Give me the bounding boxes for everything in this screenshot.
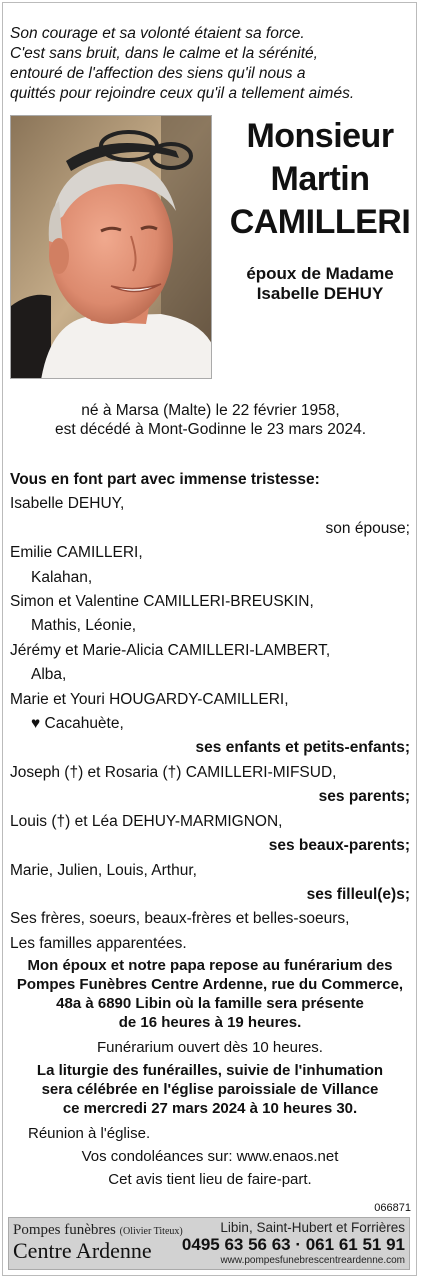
family-role: ses parents; — [318, 788, 410, 806]
spouse-name: Isabelle DEHUY — [256, 284, 384, 303]
company-phones: 0495 63 56 63 · 061 61 51 91 — [181, 1235, 405, 1254]
birth-death-info — [0, 401, 421, 439]
poem — [10, 24, 414, 104]
liturgy-line: sera célébrée en l'église paroissiale de Villance — [41, 1081, 379, 1098]
last-name: CAMILLERI — [229, 203, 411, 241]
family-grandchildren: Mathis, Léonie, — [31, 617, 137, 635]
reference-number: 066871 — [374, 1202, 411, 1214]
company-owner: (Olivier Titeux) — [119, 1226, 183, 1237]
family-child: Marie et Youri HOUGARDY-CAMILLERI, — [10, 690, 289, 708]
poem-line: Son courage et sa volonté étaient sa force. — [10, 25, 305, 42]
family-grandchildren: Kalahan, — [31, 568, 93, 586]
funeral-home-banner — [8, 1217, 410, 1270]
spouse-line: époux de Madame — [246, 264, 394, 283]
contact-block — [182, 1220, 405, 1266]
family-role: ses filleul(e)s; — [306, 885, 410, 903]
company-prefix: Pompes funèbres — [13, 1222, 116, 1238]
funerarium-hours: Funérarium ouvert dès 10 heures. — [97, 1039, 323, 1056]
family-inlaws: Louis (†) et Léa DEHUY-MARMIGNON, — [10, 812, 283, 830]
repose-line: Mon époux et notre papa repose au funérarium des — [27, 957, 393, 974]
family-intro: Vous en font part avec immense tristesse: — [10, 471, 320, 488]
family-relatives: Les familles apparentées. — [10, 934, 187, 952]
death-line: est décédé à Mont-Godinne le 23 mars 2024. — [54, 421, 367, 438]
poem-line: entouré de l'affection des siens qu'il nous a — [10, 65, 306, 82]
meeting-info: Réunion à l'église. — [28, 1125, 151, 1142]
funeral-notice — [10, 956, 410, 1189]
portrait-photo — [10, 115, 212, 379]
repose-line: Pompes Funèbres Centre Ardenne, rue du Commerce, — [16, 976, 404, 993]
condolences-info: Vos condoléances sur: www.enaos.net — [81, 1148, 339, 1165]
family-role: ses beaux-parents; — [268, 837, 410, 855]
company-website: www.pompesfunebrescentreardenne.com — [220, 1255, 405, 1266]
spouse-info — [222, 264, 418, 304]
family-list — [10, 468, 410, 956]
liturgy-line: ce mercredi 27 mars 2024 à 10 heures 30. — [62, 1100, 358, 1117]
company-locations: Libin, Saint-Hubert et Forrières — [220, 1220, 405, 1235]
family-child: Emilie CAMILLERI, — [10, 544, 143, 562]
poem-line: C'est sans bruit, dans le calme et la sérénité, — [10, 45, 318, 62]
family-siblings: Ses frères, soeurs, beaux-frères et belles-soeurs, — [10, 910, 350, 928]
family-wife: Isabelle DEHUY, — [10, 495, 125, 513]
poem-line: quittés pour rejoindre ceux qu'il a tellement aimés. — [10, 85, 355, 102]
family-child: Simon et Valentine CAMILLERI-BREUSKIN, — [10, 593, 314, 611]
family-role: son épouse; — [325, 519, 410, 537]
family-grandchildren: Alba, — [31, 666, 67, 684]
company-name: Centre Ardenne — [13, 1238, 152, 1263]
liturgy-line: La liturgie des funérailles, suivie de l'inhumation — [36, 1062, 384, 1079]
family-child: Jérémy et Marie-Alicia CAMILLERI-LAMBERT, — [10, 641, 331, 659]
family-grandchildren: ♥ Cacahuète, — [31, 715, 124, 733]
family-role: ses enfants et petits-enfants; — [195, 739, 410, 757]
family-godchildren: Marie, Julien, Louis, Arthur, — [10, 861, 197, 879]
faire-part-info: Cet avis tient lieu de faire-part. — [108, 1171, 312, 1188]
repose-line: 48a à 6890 Libin où la famille sera présente — [56, 995, 364, 1012]
birth-line: né à Marsa (Malte) le 22 février 1958, — [81, 402, 340, 419]
family-parents: Joseph (†) et Rosaria (†) CAMILLERI-MIFSUD, — [10, 763, 337, 781]
deceased-name-block — [222, 115, 418, 304]
name-title: Monsieur — [246, 117, 394, 155]
company-prefix-line — [13, 1222, 183, 1239]
first-name: Martin — [270, 160, 370, 198]
company-block — [13, 1222, 183, 1263]
repose-line: de 16 heures à 19 heures. — [118, 1014, 302, 1031]
